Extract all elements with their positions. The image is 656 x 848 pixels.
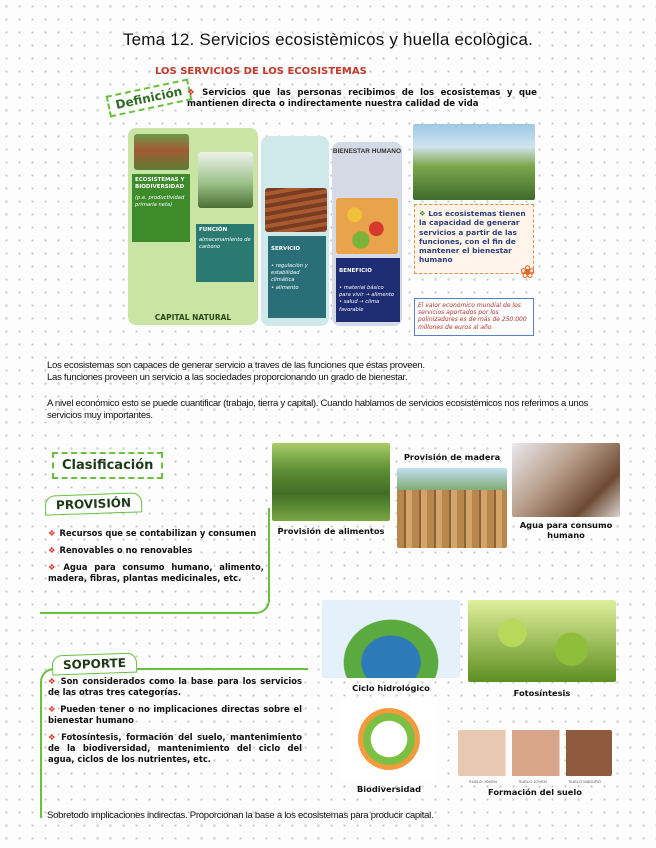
list-item: ❖ Son considerados como la base para los servicios de las otras tres categorías. (48, 676, 303, 697)
water-consumption-photo (512, 443, 620, 517)
list-item: ❖ Recursos que se contabilizan y consumen (48, 528, 257, 538)
carbon-storage-image (198, 152, 253, 208)
soil-formation-photo (458, 730, 612, 776)
wood-provision-photo (397, 490, 507, 548)
benefit-box: BENEFICIO • material básico para vivir → alimento • salud → clima favorable (336, 258, 400, 322)
provision-label: PROVISIÓN (45, 492, 143, 515)
definition-text: ❖ Servicios que las personas recibimos de los ecosistemas y que mantienen directa o indirectamente nuestra calidad de vida (187, 88, 537, 109)
caption-soil: Formación del suelo (488, 787, 582, 797)
bullet-icon: ❖ (48, 676, 57, 686)
soil-label: SUELO JOVEN (468, 779, 497, 784)
list-item: ❖ Pueden tener o no implicaciones directas sobre el bienestar humano (48, 703, 303, 725)
bullet-icon: ❖ (48, 703, 57, 714)
list-item: ❖ Renovables o no renovables (48, 544, 193, 555)
caption-food: Provisión de alimentos (277, 526, 385, 536)
bottom-text: Sobretodo implicaciones indirectas. Proporcionan la base a los ecosistemas para producir capital. (47, 810, 434, 821)
definition-tag: Definición (106, 79, 192, 118)
page-title: Tema 12. Servicios ecosistèmicos y huella ecològica. (122, 30, 534, 49)
soil-label: SUELO JOVEN (518, 779, 547, 784)
bullet-icon: ❖ (48, 731, 58, 742)
bullet-icon: ❖ (48, 544, 56, 555)
provision-list (48, 528, 264, 590)
landscape-image (413, 124, 535, 200)
forest-image (134, 134, 189, 170)
fruit-image (336, 198, 398, 254)
service-box: SERVICIO • regulación y estabilidad climática • alimento (268, 236, 326, 318)
ecosystems-box: ECOSISTEMAS Y BIODIVERSIDAD (p.e. productividad primaria neta) (132, 174, 190, 242)
biodiversity-photo (340, 698, 438, 780)
bullet-icon: ❖ (48, 561, 60, 572)
photosynthesis-photo (468, 600, 616, 682)
support-label: SOPORTE (52, 653, 138, 676)
bullet-icon: ❖ (48, 528, 56, 538)
caption-photosynthesis: Fotosíntesis (513, 688, 571, 698)
ecosystem-note: ❖ Los ecosistemas tienen la capacidad de generar servicios a partir de las funciones, con el fin de mantener el bienestar humano (414, 204, 534, 274)
soil-label: SUELO MADURO (568, 779, 602, 784)
field-image (265, 188, 327, 232)
function-box: FUNCIÓN almacenamiento de carbono (196, 224, 254, 282)
soil-labels (458, 779, 612, 784)
paragraph-line: Los ecosistemas son capaces de generar servicio a traves de las funciones que éstas proveen. (47, 360, 425, 371)
food-provision-photo (272, 443, 390, 521)
bullet-icon: ❖ (419, 209, 426, 218)
list-item: ❖ Fotosíntesis, formación del suelo, mantenimiento de la biodiversidad, mantenimiento del ciclo del agua, ciclos de los nutrientes, etc. (48, 731, 302, 764)
caption-wood: Provisión de madera (403, 452, 501, 462)
paragraph-line: Las funciones proveen un servicio a las sociedades proporcionando un grado de bienestar. (47, 372, 408, 383)
caption-water: Agua para consumo humano (519, 520, 613, 541)
water-cycle-photo (322, 600, 460, 678)
butterfly-icon: ❀ (520, 262, 536, 282)
paragraph: A nivel económico esto se puede cuantificar (trabajo, tierra y capital). Cuando hablamos de servicios ecosistémicos nos referimos a unos servicios muy importantes. (47, 398, 588, 421)
classification-tag: Clasificación (52, 452, 163, 479)
list-item: ❖ Agua para consumo humano, alimento, madera, fibras, plantas medicinales, etc. (48, 561, 264, 583)
bullet-icon: ❖ (187, 88, 199, 98)
caption-water-cycle: Ciclo hidrológico (352, 683, 430, 693)
wellbeing-label: BIENESTAR HUMANO (332, 148, 402, 155)
pollinator-value-note: El valor económico mundial de los servicios aportados por los polinizadores es de más de 250.000 millones de euros al año (414, 298, 534, 336)
caption-biodiversity: Biodiversidad (356, 784, 422, 794)
section-heading: LOS SERVICIOS DE LOS ECOSISTEMAS (155, 66, 367, 77)
capital-natural-label: CAPITAL NATURAL (154, 313, 232, 322)
support-list (48, 676, 302, 770)
